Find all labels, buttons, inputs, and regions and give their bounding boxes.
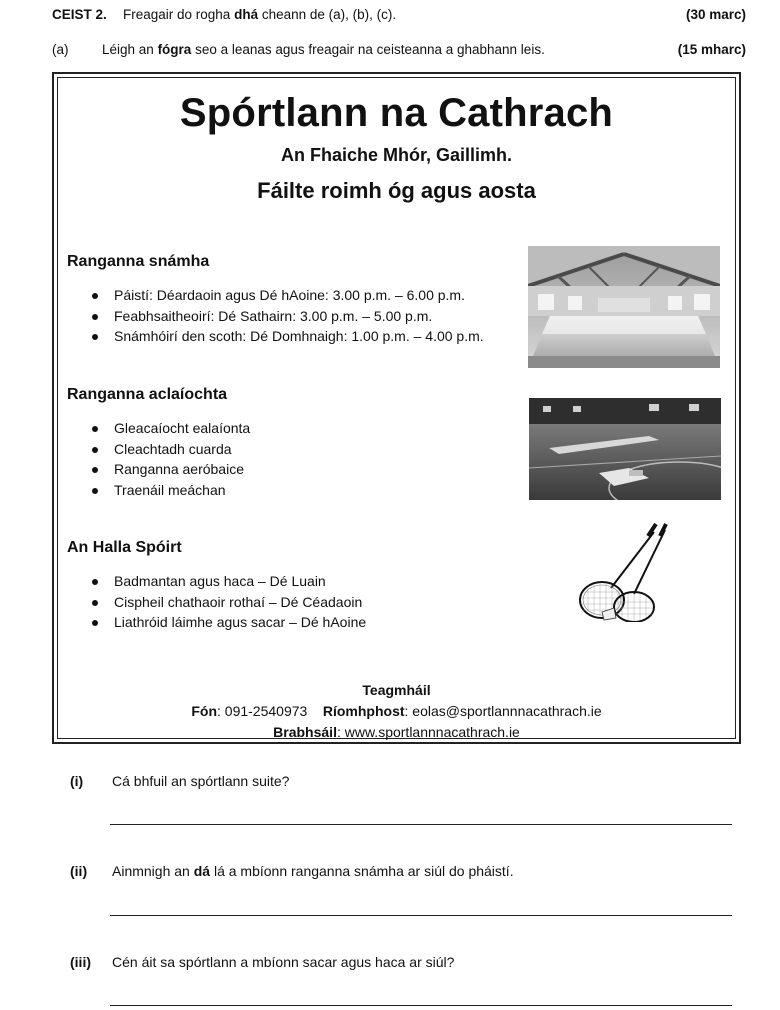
email-address: : eolas@sportlannnacathrach.ie [404,703,602,719]
swimming-pool-illustration [528,246,720,368]
badminton-rackets-illustration [576,522,670,622]
contact-heading: Teagmháil [362,682,431,698]
email-label: Ríomhphost [322,703,405,719]
question-header [52,7,746,27]
poster-address: An Fhaiche Mhór, Gaillimh. [280,145,513,165]
poster-inner-border [57,77,736,739]
phone-label: Fón [191,703,217,719]
website-label: Brabhsáil [273,724,337,740]
phone-number: : 091-2540973 [217,703,308,719]
website-url: : www.sportlannnacathrach.ie [336,724,520,740]
question-ii-label: (ii) [70,863,88,879]
gym-hall-illustration [529,398,721,500]
sports-hall-list [88,571,366,633]
gymnastics-list [88,418,250,500]
question-iii-text: Cén áit sa spórtlann a mbíonn sacar agus haca ar siúl? [112,954,455,970]
question-instruction: Freagair do rogha dhá cheann de (a), (b), (c). [123,7,397,22]
question-ii-text: Ainmnigh an dá lá a mbíonn ranganna snámha ar siúl do pháistí. [112,863,514,879]
question-i-label: (i) [70,773,84,789]
list-item: Traenáil meáchan [88,480,250,501]
answer-line-i[interactable] [110,824,732,825]
badminton-rackets-icon [576,522,670,622]
section-heading-swimming: Ranganna snámha [67,253,210,270]
list-item: Badmantan agus haca – Dé Luain [88,571,366,592]
list-item: Cleachtadh cuarda [88,439,250,460]
part-a-marks: (15 mharc) [677,42,746,57]
contact-block [58,680,735,743]
part-a-header [52,42,746,62]
list-item: Feabhsaitheoirí: Dé Sathairn: 3.00 p.m. – 5.00 p.m. [88,306,484,327]
question-i-text: Cá bhfuil an spórtlann suite? [112,773,290,789]
section-heading-gymnastics: Ranganna aclaíochta [67,386,228,403]
section-heading-sports-hall: An Halla Spóirt [67,539,182,556]
gym-hall-photo [529,398,721,500]
part-a-label: (a) [52,42,69,57]
swimming-pool-photo [528,246,720,368]
poster-welcome: Fáilte roimh óg agus aosta [257,178,536,203]
swimming-list [88,285,484,347]
poster-title: Spórtlann na Cathrach [179,91,614,135]
list-item: Gleacaíocht ealaíonta [88,418,250,439]
list-item: Snámhóirí den scoth: Dé Domhnaigh: 1.00 p.m. – 4.00 p.m. [88,326,484,347]
notice-poster [52,72,741,744]
question-number: CEIST 2. [52,7,107,22]
answer-line-ii[interactable] [110,915,732,916]
contact-phone-email [58,701,735,722]
list-item: Cispheil chathaoir rothaí – Dé Céadaoin [88,592,366,613]
list-item: Ranganna aeróbaice [88,459,250,480]
list-item: Liathróid láimhe agus sacar – Dé hAoine [88,612,366,633]
question-marks: (30 marc) [685,7,746,22]
part-a-text: Léigh an fógra seo a leanas agus freagair na ceisteanna a ghabhann leis. [102,42,545,57]
question-iii-label: (iii) [70,954,91,970]
contact-website [58,722,735,743]
list-item: Páistí: Déardaoin agus Dé hAoine: 3.00 p.m. – 6.00 p.m. [88,285,484,306]
answer-line-iii[interactable] [110,1005,732,1006]
